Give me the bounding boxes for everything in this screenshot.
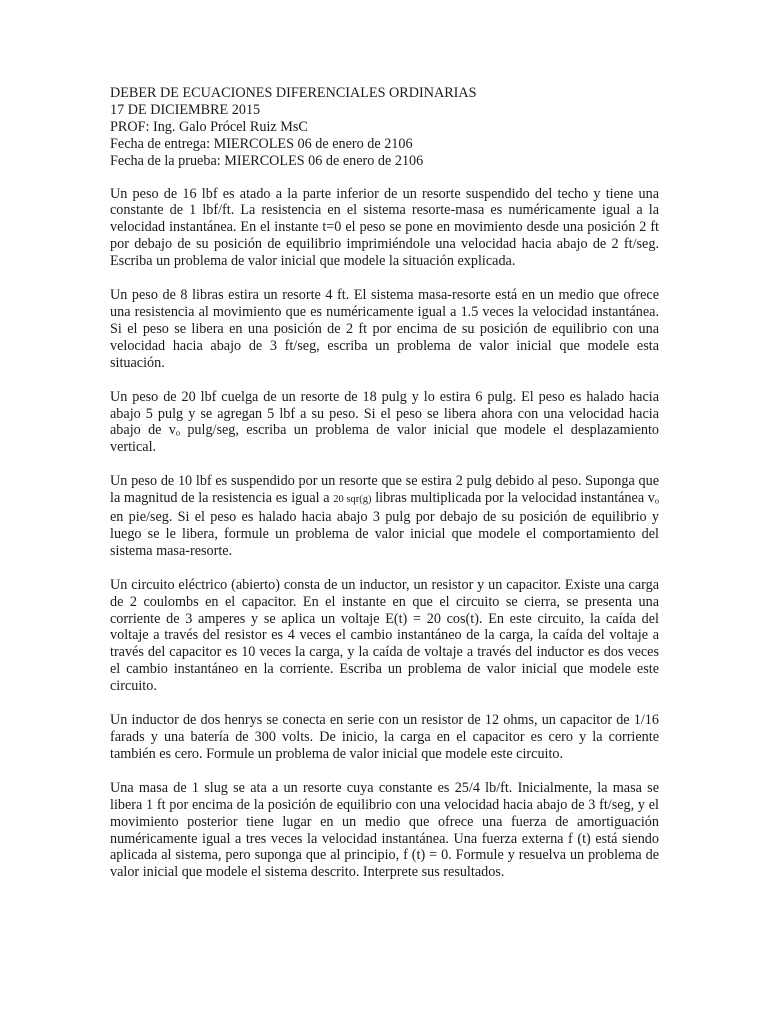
document-title: DEBER DE ECUACIONES DIFERENCIALES ORDINARIAS: [110, 85, 477, 101]
problem-4-formula: 20 sqr(g): [333, 494, 372, 506]
problem-4-text-after: libras multiplicada por la velocidad instantánea vₒ en pie/seg. Si el peso es halado hacia abajo 3 pulg por debajo de su posición de equilibrio y luego se le libera, formule un problema de valor inicial que modele el comportamiento del sistema masa-resorte.: [110, 490, 659, 559]
problem-1: Un peso de 16 lbf es atado a la parte inferior de un resorte suspendido del techo y tiene una constante de 1 lbf/ft. La resistencia en el sistema resorte-masa es numéricamente igual a la velocidad instantánea. En el instante t=0 el peso se pone en movimiento desde una posición 2 ft por debajo de su posición de equilibrio imprimiéndole una velocidad hacia abajo de 2 ft/seg. Escriba un problema de valor inicial que modele la situación explicada.: [110, 185, 659, 270]
document-body: [110, 85, 659, 898]
problem-4-text-before: Un peso de 10 lbf es suspendido por un resorte que se estira 2 pulg debido al peso. Suponga que la magnitud de la resistencia es igual a: [110, 473, 659, 507]
problem-4: [110, 473, 659, 560]
document-header: [110, 85, 659, 170]
professor-line: PROF: Ing. Galo Prócel Ruiz MsC: [110, 118, 308, 135]
document-date: 17 DE DICIEMBRE 2015: [110, 101, 261, 118]
problem-5: Un circuito eléctrico (abierto) consta de un inductor, un resistor y un capacitor. Existe una carga de 2 coulombs en el capacitor. En el instante en que el circuito se cierra, se presenta una corriente de 3 amperes y se aplica un voltaje E(t) = 20 cos(t). En este circuito, la caída del voltaje a través del resistor es 4 veces el cambio instantáneo de la carga, la caída del voltaje a través del capacitor es 10 veces la carga, y la caída de voltaje a través del inductor es dos veces el cambio instantáneo en la corriente. Escriba un problema de valor inicial que modele este circuito.: [110, 576, 659, 695]
problem-6: Un inductor de dos henrys se conecta en serie con un resistor de 12 ohms, un capacitor de 1/16 farads y una batería de 300 volts. De inicio, la carga en el capacitor es cero y la corriente también es cero. Formule un problema de valor inicial que modele este circuito.: [110, 712, 659, 762]
problem-2: Un peso de 8 libras estira un resorte 4 ft. El sistema masa-resorte está en un medio que ofrece una resistencia al movimiento que es numéricamente igual a 1.5 veces la velocidad instantánea. Si el peso se libera en una posición de 2 ft por encima de su posición de equilibrio con una velocidad hacia abajo de 3 ft/seg, escriba un problema de valor inicial que modele esta situación.: [110, 287, 659, 371]
test-date-line: Fecha de la prueba: MIERCOLES 06 de enero de 2106: [110, 152, 424, 169]
problem-7: Una masa de 1 slug se ata a un resorte cuya constante es 25/4 lb/ft. Inicialmente, la masa se libera 1 ft por encima de la posición de equilibrio con una velocidad hacia abajo de 3 ft/seg, y el movimiento posterior tiene lugar en un medio que ofrece una fuerza de amortiguación numéricamente igual a tres veces la velocidad instantánea. Una fuerza externa f (t) está siendo aplicada al sistema, pero suponga que al principio, f (t) = 0. Formule y resuelva un problema de valor inicial que modele el sistema descrito. Interprete sus resultados.: [110, 779, 659, 881]
problem-3: Un peso de 20 lbf cuelga de un resorte de 18 pulg y lo estira 6 pulg. El peso es halado hacia abajo 5 pulg y se agregan 5 lbf a su peso. Si el peso se libera ahora con una velocidad hacia abajo de vₒ pulg/seg, escriba un problema de valor inicial que modele el desplazamiento vertical.: [110, 388, 659, 456]
delivery-date-line: Fecha de entrega: MIERCOLES 06 de enero de 2106: [110, 135, 413, 152]
